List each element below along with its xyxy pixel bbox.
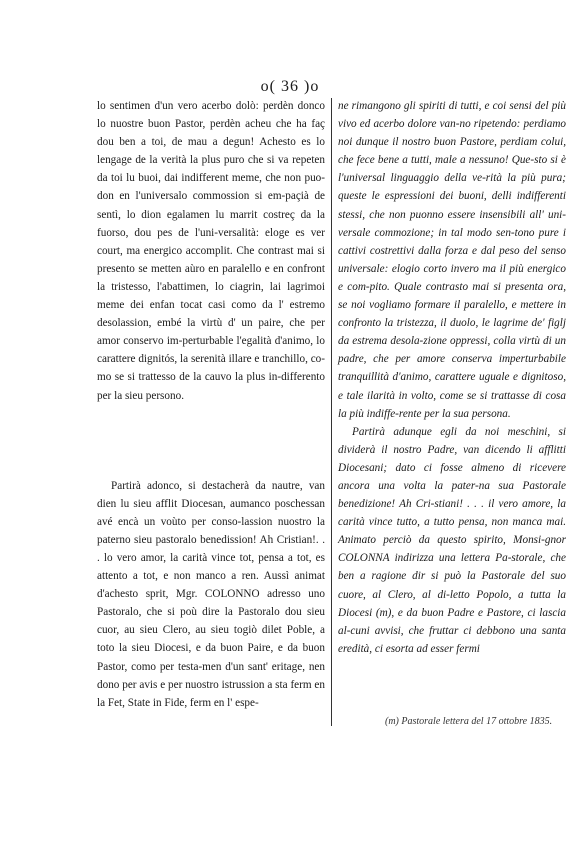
right-column-italian xyxy=(338,97,566,658)
footnote: (m) Pastorale lettera del 17 ottobre 1835. xyxy=(385,716,553,727)
left-paragraph-2: Partirà adonco, si destacherà da nautre, van dien lu sieu afflit Diocesan, aumanco poschessan avé encà un voùto per conso-lassion nuostro la paterno sieu pastoralo benedission! Ah Cristian!. . . lo vero amor, la carità vince tot, pensa a tot, es attento a tot, e non manco a ren. Aussì animat d'achesto sprit, Mgr. COLONNO adresso uno Pastoralo, che si poù dire la Pastoralo dou sieu cuor, au sieu Clero, au sieu togiò dilet Poble, a toto la sieu Diocesi, e da buon Paire, e da buon Pastor, como per testa-men d'un sant' eritage, nen dono per avis e per nuostro istrussion a sta ferm en la Fet, State in Fide, ferm en l' espe- xyxy=(97,479,325,709)
right-paragraph-1: ne rimangono gli spiriti di tutti, e coi sensi del più vivo ed acerbo dolore van-no ripetendo: perdiamo noi dunque il nostro buon Pastore, perdiam colui, che fece bene a tutti, male a nessuno! Que-sto si è l'universal linguaggio della ve-rità la più pura; queste le espressioni dei buoni, delli indifferenti stessi, che non puonno essere insensibili all' uni-versale commozione; in tal modo sen-tono pure i cattivi costrettivi dalla forza e dal peso del senso universale: elogio corto invero ma il più energico e com-pito. Quale contrasto mai si presenta ora, se noi vogliamo formare il paralello, e mettere in confronto la tristezza, il duolo, le lagrime de' figlj da estrema desola-zione oppressi, colla virtù di un padre, che per amore conserva imperturbabile tranquillità d'animo, carattere uguale e dignitoso, e tale ilarità in volto, come se si trattasse di cosa la più indiffe-rente per la sua persona. xyxy=(338,100,566,420)
column-divider xyxy=(331,98,332,726)
left-paragraph-1: lo sentimen d'un vero acerbo dolò: perdèn donco lo nuostre buon Pastor, perdèn acheu che ha faç dou ben a toi, de mau a degun! Achesto es lo lengage de la verità la plus puro che si va repeten da toi lu buoi, dai indifferent meme, che non puo-don en l'universalo commossion si em-paçià de sentì, lo dion egalamen lu marrit costreç da la fuorso, dou pes de l'uni-versalità: eloge es ver court, ma energico accomplit. Che contrast mai si presento se metten aùro en paralello e en confront la tristesso, l'abattimen, lo ciagrin, lai lagrimoi meme dei enfan tocat casi como da l' estremo desolassion, embé la virtù d' un paire, che per amor conservo im-perturbable l'egalità d'animo, lo carattere dignitós, la serenità illare e tranchillo, co-mo se si trattesso de la cauvo la plus in-differento per la sieu persono. xyxy=(97,100,325,402)
left-column-provencal xyxy=(97,97,325,712)
right-paragraph-2: Partirà adunque egli da noi meschini, si dividerà il nostro Padre, van dicendo li afflitti Diocesani; dato ci fosse almeno di ricevere ancora una volta la pater-na sua Pastorale benedizione! Ah Cri-stiani! . . . il vero amore, la carità vince tutto, a tutto pensa, non manca mai. Animato perciò da questo spirito, Monsi-gnor COLONNA indirizza una lettera Pa-storale, che ben a ragione dir si può la Pastorale del suo cuore, al Clero, al di-letto Popolo, a tutta la Diocesi (m), e da buon Padre e Pastore, ci lascia al-cuni avvisi, che fruttar ci debbono una santa eredità, ci esorta ad esser fermi xyxy=(338,425,566,655)
page-number: o( 36 )o xyxy=(260,78,320,95)
